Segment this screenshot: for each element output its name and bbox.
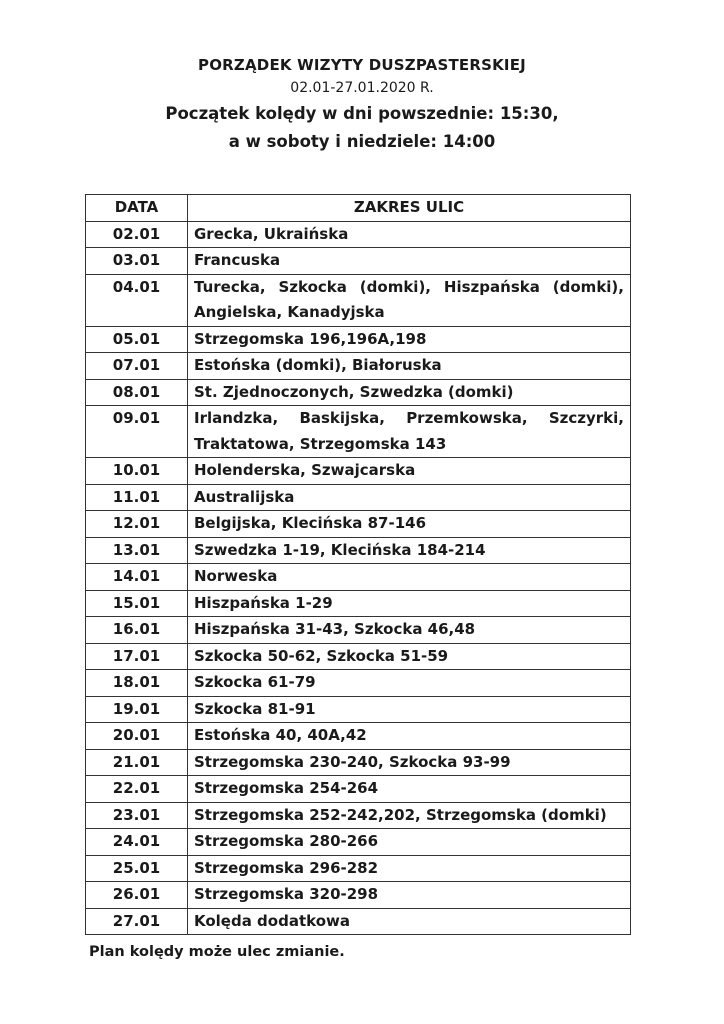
date-cell: 10.01: [86, 458, 188, 485]
date-cell: 23.01: [86, 802, 188, 829]
date-cell: 19.01: [86, 696, 188, 723]
date-cell: 03.01: [86, 248, 188, 275]
date-cell: 25.01: [86, 855, 188, 882]
table-row: [86, 221, 631, 248]
table-row: [86, 643, 631, 670]
table-row: [86, 723, 631, 750]
date-cell: 21.01: [86, 749, 188, 776]
date-cell: 24.01: [86, 829, 188, 856]
streets-cell: Szkocka 61-79: [188, 670, 631, 697]
date-cell: 02.01: [86, 221, 188, 248]
date-cell: 27.01: [86, 908, 188, 935]
column-header-date: DATA: [86, 195, 188, 222]
date-cell: 09.01: [86, 406, 188, 458]
streets-cell: Estońska (domki), Białoruska: [188, 353, 631, 380]
table-row: [86, 248, 631, 275]
streets-cell: Australijska: [188, 484, 631, 511]
date-cell: 04.01: [86, 274, 188, 326]
date-cell: 26.01: [86, 882, 188, 909]
table-row: [86, 326, 631, 353]
table-row: [86, 564, 631, 591]
table-row: [86, 617, 631, 644]
streets-cell: Grecka, Ukraińska: [188, 221, 631, 248]
date-cell: 17.01: [86, 643, 188, 670]
table-row: [86, 696, 631, 723]
streets-cell: Francuska: [188, 248, 631, 275]
date-cell: 14.01: [86, 564, 188, 591]
document-header: [0, 54, 724, 156]
streets-cell: Strzegomska 320-298: [188, 882, 631, 909]
streets-cell: Turecka, Szkocka (domki), Hiszpańska (domki), Angielska, Kanadyjska: [188, 274, 631, 326]
date-cell: 16.01: [86, 617, 188, 644]
table-row: [86, 274, 631, 326]
date-cell: 22.01: [86, 776, 188, 803]
table-row: [86, 882, 631, 909]
table-header-row: [86, 195, 631, 222]
footer-note: Plan kolędy może ulec zmianie.: [89, 944, 345, 960]
streets-cell: Belgijska, Klecińska 87-146: [188, 511, 631, 538]
date-cell: 18.01: [86, 670, 188, 697]
streets-cell: Strzegomska 252-242,202, Strzegomska (domki): [188, 802, 631, 829]
start-time-weekends: a w soboty i niedziele: 14:00: [228, 132, 496, 151]
streets-cell: Strzegomska 254-264: [188, 776, 631, 803]
table-row: [86, 670, 631, 697]
table-row: [86, 749, 631, 776]
table-row: [86, 855, 631, 882]
date-cell: 11.01: [86, 484, 188, 511]
table-row: [86, 829, 631, 856]
date-cell: 15.01: [86, 590, 188, 617]
table-row: [86, 458, 631, 485]
date-cell: 08.01: [86, 379, 188, 406]
streets-cell: Hiszpańska 1-29: [188, 590, 631, 617]
streets-cell: St. Zjednoczonych, Szwedzka (domki): [188, 379, 631, 406]
streets-cell: Estońska 40, 40A,42: [188, 723, 631, 750]
table-row: [86, 484, 631, 511]
date-cell: 13.01: [86, 537, 188, 564]
table-row: [86, 590, 631, 617]
streets-cell: Strzegomska 196,196A,198: [188, 326, 631, 353]
streets-cell: Szkocka 50-62, Szkocka 51-59: [188, 643, 631, 670]
schedule-table: [85, 194, 631, 935]
date-range: 02.01-27.01.2020 R.: [290, 80, 434, 96]
streets-cell: Strzegomska 280-266: [188, 829, 631, 856]
streets-cell: Holenderska, Szwajcarska: [188, 458, 631, 485]
table-row: [86, 353, 631, 380]
table-row: [86, 908, 631, 935]
table-row: [86, 406, 631, 458]
streets-cell: Norweska: [188, 564, 631, 591]
document-title: PORZĄDEK WIZYTY DUSZPASTERSKIEJ: [198, 56, 526, 74]
table-row: [86, 776, 631, 803]
table-row: [86, 802, 631, 829]
streets-cell: Szkocka 81-91: [188, 696, 631, 723]
table-row: [86, 379, 631, 406]
date-cell: 05.01: [86, 326, 188, 353]
streets-cell: Hiszpańska 31-43, Szkocka 46,48: [188, 617, 631, 644]
date-cell: 12.01: [86, 511, 188, 538]
date-cell: 20.01: [86, 723, 188, 750]
streets-cell: Szwedzka 1-19, Klecińska 184-214: [188, 537, 631, 564]
start-time-weekdays: Początek kolędy w dni powszednie: 15:30,: [165, 104, 559, 123]
streets-cell: Strzegomska 230-240, Szkocka 93-99: [188, 749, 631, 776]
streets-cell: Irlandzka, Baskijska, Przemkowska, Szczyrki, Traktatowa, Strzegomska 143: [188, 406, 631, 458]
table-row: [86, 511, 631, 538]
column-header-streets: ZAKRES ULIC: [188, 195, 631, 222]
schedule-body: [86, 221, 631, 935]
date-cell: 07.01: [86, 353, 188, 380]
table-row: [86, 537, 631, 564]
streets-cell: Kolęda dodatkowa: [188, 908, 631, 935]
streets-cell: Strzegomska 296-282: [188, 855, 631, 882]
